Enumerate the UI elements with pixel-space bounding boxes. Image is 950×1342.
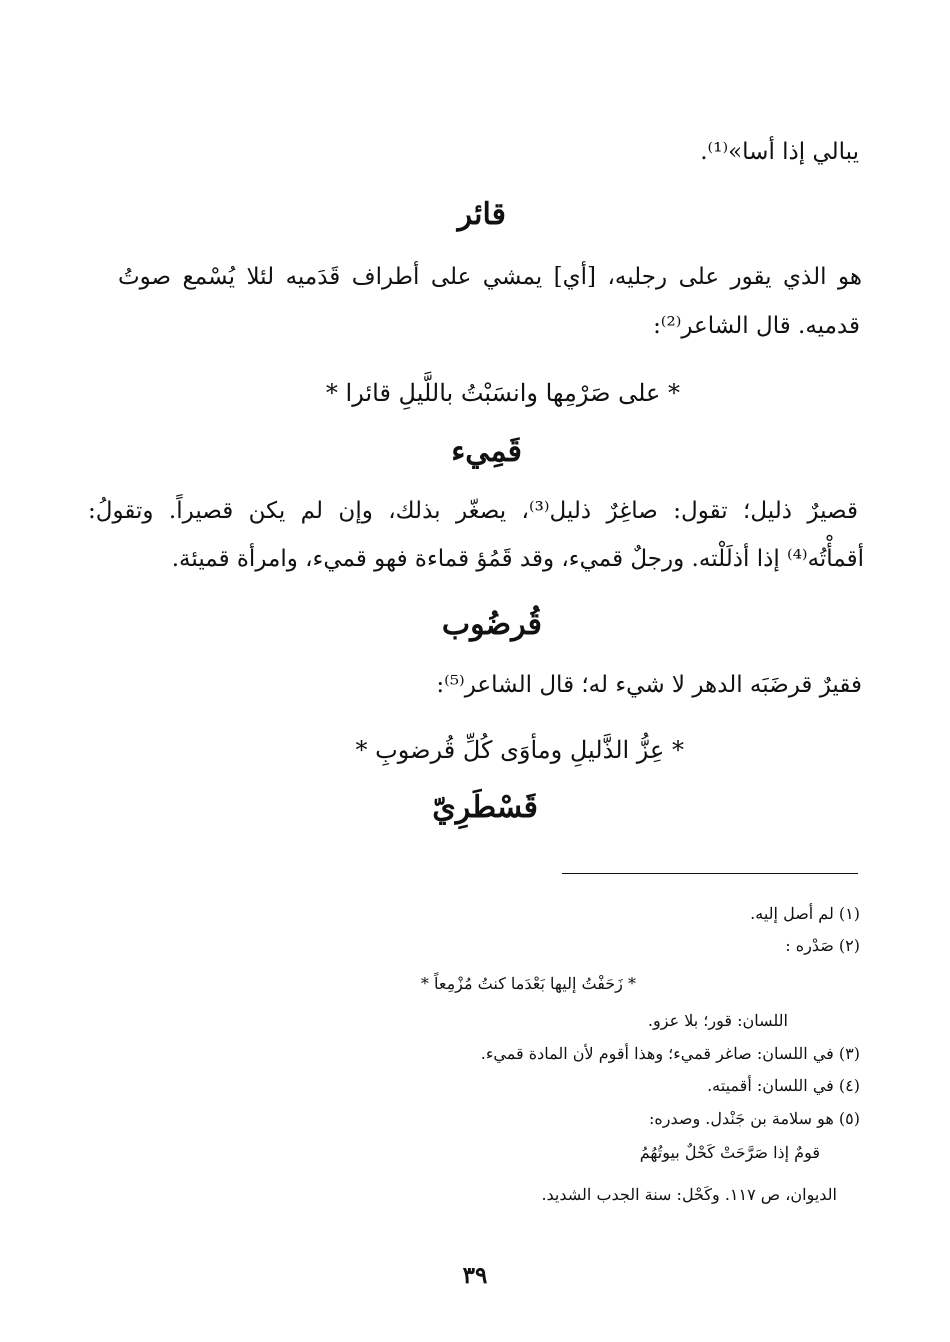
verse-line: * على صَرْمِها وانسَبْتُ باللَّيلِ قائرا * <box>325 379 680 407</box>
entry-heading: قَسْطَرِيّ <box>432 790 538 825</box>
footnote-source: الديوان، ص ١١٧. وكَحْل: سنة الجدب الشديد. <box>541 1185 837 1204</box>
footnote-verse: * زَحَفْتُ إليها بَعْدَما كنتُ مُزْمِعاً * <box>420 974 636 993</box>
footnote: (٢) صَدْره : <box>785 936 860 955</box>
entry-heading: قُرضُوب <box>441 607 542 642</box>
footnote: (٥) هو سلامة بن جَنْدل. وصدره: <box>649 1109 860 1128</box>
footnote: (١) لم أصل إليه. <box>750 904 860 923</box>
footnote-source: اللسان: قور؛ بلا عزو. <box>647 1011 788 1030</box>
text-line: قصيرٌ ذليل؛ تقول: صاغِرٌ ذليل⁽³⁾، يصغّر بذلك، وإن لم يكن قصيراً. وتقولُ: <box>88 498 858 524</box>
entry-heading: قَمِيء <box>451 434 522 469</box>
text-line: أقمأْتُه⁽⁴⁾ إذا أذلَلْته. ورجلٌ قميء، وقد قَمُؤ قماءة فهو قميء، وامرأة قميئة. <box>171 546 864 572</box>
text-line: فقيرٌ قرضَبَه الدهر لا شيء له؛ قال الشاعر⁽⁵⁾: <box>436 672 862 698</box>
text-line: يبالي إذا أسا»⁽¹⁾. <box>700 139 859 165</box>
footnote: (٤) في اللسان: أقميته. <box>707 1076 860 1095</box>
footnote-separator <box>562 873 858 874</box>
footnote: (٣) في اللسان: صاغر قميء؛ وهذا أقوم لأن المادة قميء. <box>480 1044 860 1063</box>
footnote-verse: قومٌ إذا صَرَّحَتْ كَحْلٌ بيوتُهُمُ <box>639 1143 820 1162</box>
verse-line: * عِزُّ الذَّليلِ ومأوَى كُلِّ قُرضوبِ * <box>355 736 684 764</box>
page-number: ٣٩ <box>462 1262 488 1289</box>
entry-heading: قائر <box>457 197 506 232</box>
text-line: قدميه. قال الشاعر⁽²⁾: <box>653 313 860 339</box>
text-line: هو الذي يقور على رجليه، [أي] يمشي على أطراف قَدَميه لئلا يُسْمع صوتُ <box>118 264 862 290</box>
